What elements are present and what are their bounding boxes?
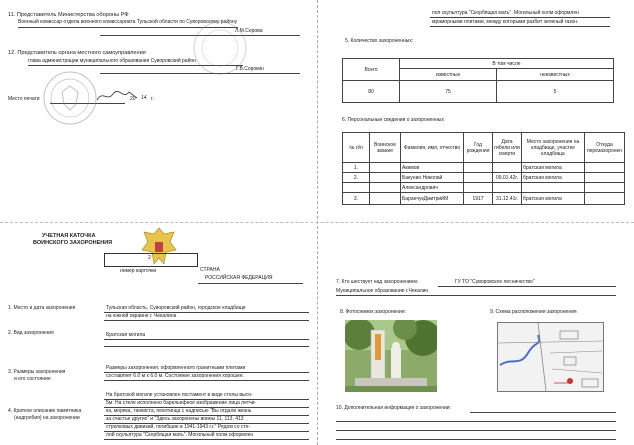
item-2-label: 2. Вид захоронения: [8, 330, 54, 336]
item-9-label: 9. Схема расположения захоронения: [490, 309, 577, 315]
item-1-label: 1. Место и дата захоронения: [8, 305, 76, 311]
item-11-name: Л.М.Серова: [235, 28, 263, 34]
item-6-label: 6. Персональные сведения о захороненных: [342, 117, 444, 123]
item-2-value: Братская могила: [106, 332, 146, 338]
item-4-value-1: 5м. На стеле исполнено барельефное изображение лица летчи-: [106, 400, 257, 406]
personal-header-row: [343, 133, 625, 163]
item-12-name: Г.В.Сорокин: [236, 66, 264, 72]
count-incl-label: В том числе: [400, 59, 614, 69]
item-10-label: 10. Дополнительная информация о захоронении:: [336, 405, 451, 411]
country-label: СТРАНА: [200, 267, 220, 273]
table-row: 2. Бакунин Николай 09.01.42г. братская могила: [343, 173, 625, 183]
country-value: РОССИЙСКАЯ ФЕДЕРАЦИЯ: [205, 275, 273, 281]
item-7-value-2: Муниципальное образование г.Чекалин: [336, 288, 429, 294]
table-row: Александрович: [343, 183, 625, 193]
count-total-label: Всего: [343, 59, 400, 81]
table-row: 3. БаранчукДмитрийМ 1917 31.12.41г. братская могила: [343, 193, 625, 205]
item-11-sub: Военный комиссар отдела военного комиссариата Тульской области по Суворовскому району: [18, 19, 238, 25]
card-number-label: номер карточки: [120, 268, 157, 274]
count-table: [342, 58, 614, 103]
personal-table: [342, 132, 625, 205]
place-label: Место печати: [8, 96, 40, 102]
card-title-2: ВОИНСКОГО ЗАХОРОНЕНИЯ: [33, 240, 113, 246]
pers-head-death: Дата гибели или смерти: [493, 133, 522, 163]
item-4-value-4: стрелковых дивизий, погибшие в 1941-1943 г.г." Рядом со сте-: [106, 424, 251, 430]
card-number: 2: [148, 255, 151, 261]
emblem-stamp: [40, 68, 100, 128]
item-1-value-1: Тульская область, Суворовский район, городское кладбище: [106, 305, 246, 311]
card-number-box: [104, 253, 198, 267]
count-known-label: известных: [400, 69, 497, 81]
count-unknown-label: неизвестных: [497, 69, 614, 81]
pers-head-n: № п/п: [343, 133, 370, 163]
date-year: 14: [141, 95, 147, 101]
item-4-value-0: На братской могиле установлен постамент в виде стелы высо-: [106, 392, 253, 398]
signature: [95, 88, 140, 104]
count-known-value: 75: [400, 81, 497, 103]
item-4-label-b: (надгробия) на захоронении: [14, 415, 80, 421]
item-4-value-5: лой скульптура "Скорбящая мать". Могильный холм оформлен: [106, 432, 254, 438]
item-12-label: 12. Представитель органа местного самоуправления: [8, 50, 146, 56]
pers-head-from: Откуда перезахоронен: [585, 133, 625, 163]
item-1-value-2: на южной окраине г. Чекалина: [106, 313, 177, 319]
burial-photo: [345, 320, 437, 392]
item-5-label: 5. Количество захороненных:: [345, 38, 414, 44]
item-7-label: 7. Кто шествует над захоронением:: [336, 279, 419, 285]
item-3-value-1: Размеры захоронения, оформленного гранитными плитами: [106, 365, 246, 371]
pers-head-name: Фамилия, имя, отчество: [401, 133, 464, 163]
item-12-sub: глава администрации муниципального образования Суворовский район: [28, 58, 196, 64]
seal-stamp-1: [190, 18, 250, 78]
table-row: 1. Акимов братская могила: [343, 163, 625, 173]
item-11-label: 11. Представитель Министерства обороны РФ: [8, 12, 129, 18]
date-tail: 20: [130, 96, 136, 102]
item-3-label-b: и его состояние: [14, 376, 51, 382]
item-7-value: ГУ ТО "Суворовское лесничество": [455, 279, 535, 285]
pers-head-rank: Воинское звание: [370, 133, 401, 163]
top-line-2: мраморными плитами, между которыми разбит зеленый газон.: [432, 19, 579, 25]
middle-divider: [0, 222, 634, 223]
date-suffix: г.: [151, 96, 154, 102]
top-line-1: пол скульптура "Скорбящая мать". Могильный холм оформлен: [432, 10, 579, 16]
pers-head-place: Место захоронения на кладбище, участке кладбища: [522, 133, 585, 163]
item-3-label-a: 3. Размеры захоронения: [8, 369, 66, 375]
count-total-value: 80: [343, 81, 400, 103]
pers-head-year: Год рождения: [464, 133, 493, 163]
item-8-label: 8. Фотоснимок захоронения:: [340, 309, 406, 315]
location-scheme: [497, 322, 604, 392]
count-unknown-value: 5: [497, 81, 614, 103]
item-4-value-2: ка, моряка, танкиста, пехотинца с надписью "Вы отдали жизнь: [106, 408, 252, 414]
card-title-1: УЧЕТНАЯ КАТОЧКА: [42, 233, 96, 239]
item-3-value-2: составляет 6.0 м х 6.0 м. Состояние захоронения хорошее.: [106, 373, 245, 379]
item-4-label-a: 4. Краткое описание памятника: [8, 408, 82, 414]
item-4-value-3: за счастье других" и "Здесь захоронены воины 11, 113, 413: [106, 416, 244, 422]
